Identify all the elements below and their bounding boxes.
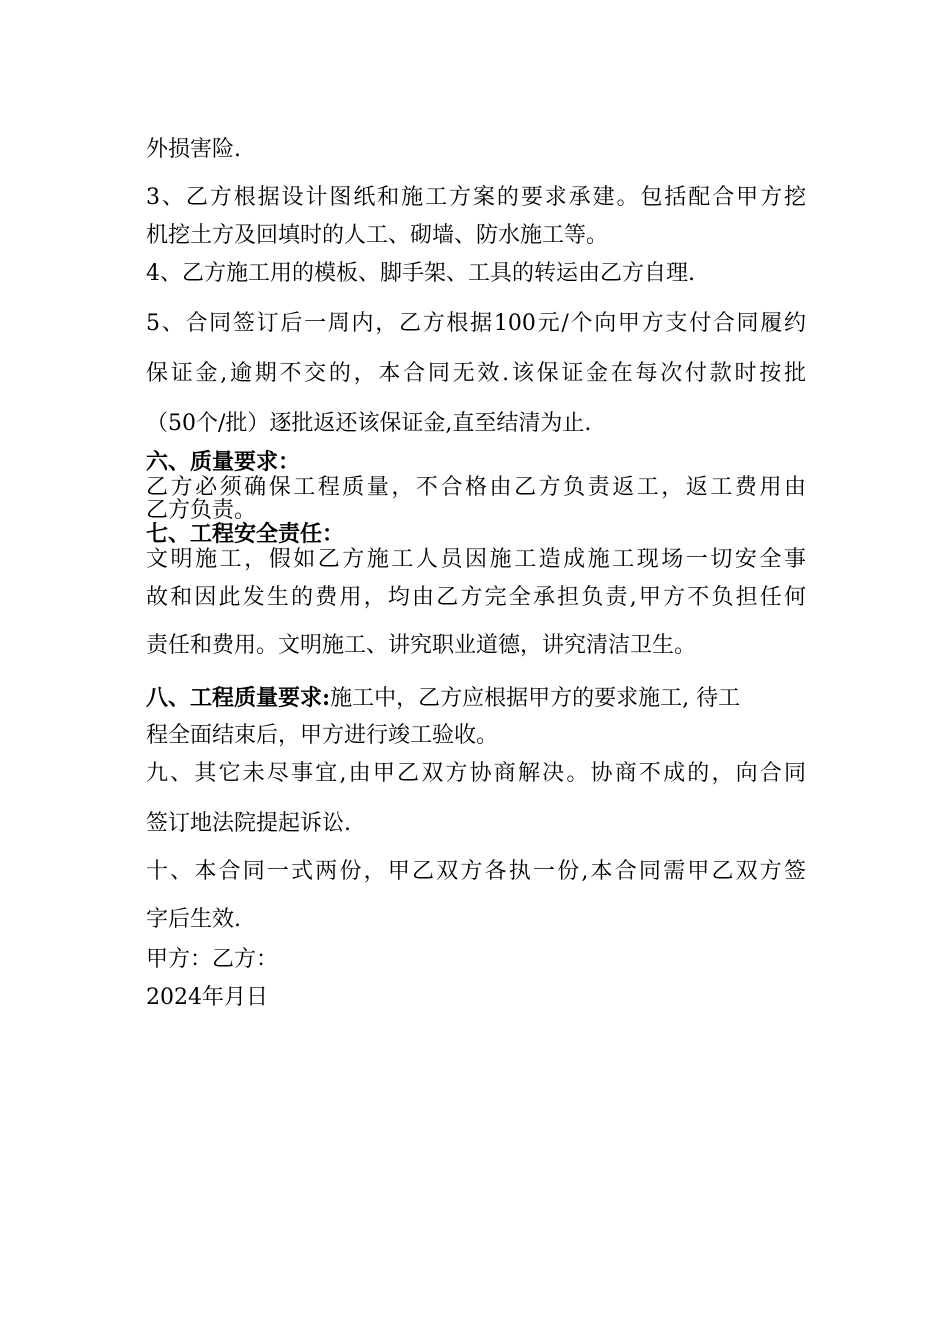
signature-parties: 甲方：乙方：	[146, 947, 279, 972]
para-line: （50个/批）逐批返还该保证金,直至结清为止.	[146, 411, 592, 436]
para-line: 机挖土方及回填时的人工、砌墙、防水施工等。	[146, 223, 609, 248]
para-line: 故和因此发生的费用，均由乙方完全承担负责,甲方不负担任何	[146, 585, 806, 610]
para-line: 责任和费用。文明施工、讲究职业道德，讲究清洁卫生。	[146, 633, 697, 658]
para-line: 乙方负责。	[146, 498, 257, 523]
para-line: 九、其它未尽事宜,由甲乙双方协商解决。协商不成的，向合同	[146, 761, 806, 786]
para-line: 4、乙方施工用的模板、脚手架、工具的转运由乙方自理.	[146, 261, 695, 286]
para-line	[146, 684, 806, 713]
para-line: 乙方必须确保工程质量，不合格由乙方负责返工，返工费用由	[146, 475, 806, 500]
para-line: 3、乙方根据设计图纸和施工方案的要求承建。包括配合甲方挖	[146, 185, 806, 210]
section-heading: 八、工程质量要求:	[146, 685, 331, 711]
signature-date: 2024年月日	[146, 985, 268, 1010]
para-line: 5、合同签订后一周内，乙方根据100元/个向甲方支付合同履约	[146, 311, 806, 336]
para-text: 施工中，乙方应根据甲方的要求施工, 待工	[330, 686, 741, 711]
section-heading: 六、质量要求：	[146, 449, 301, 475]
section-heading: 七、工程安全责任：	[146, 521, 345, 547]
para-line: 文明施工，假如乙方施工人员因施工造成施工现场一切安全事	[146, 547, 806, 572]
para-line: 字后生效.	[146, 907, 241, 932]
para-line: 签订地法院提起诉讼.	[146, 811, 351, 836]
para-line: 保证金,逾期不交的，本合同无效.该保证金在每次付款时按批	[146, 361, 806, 386]
para-line: 程全面结束后，甲方进行竣工验收。	[146, 723, 499, 748]
para-line: 外损害险.	[146, 137, 241, 162]
para-line: 十、本合同一式两份，甲乙双方各执一份,本合同需甲乙双方签	[146, 859, 806, 884]
